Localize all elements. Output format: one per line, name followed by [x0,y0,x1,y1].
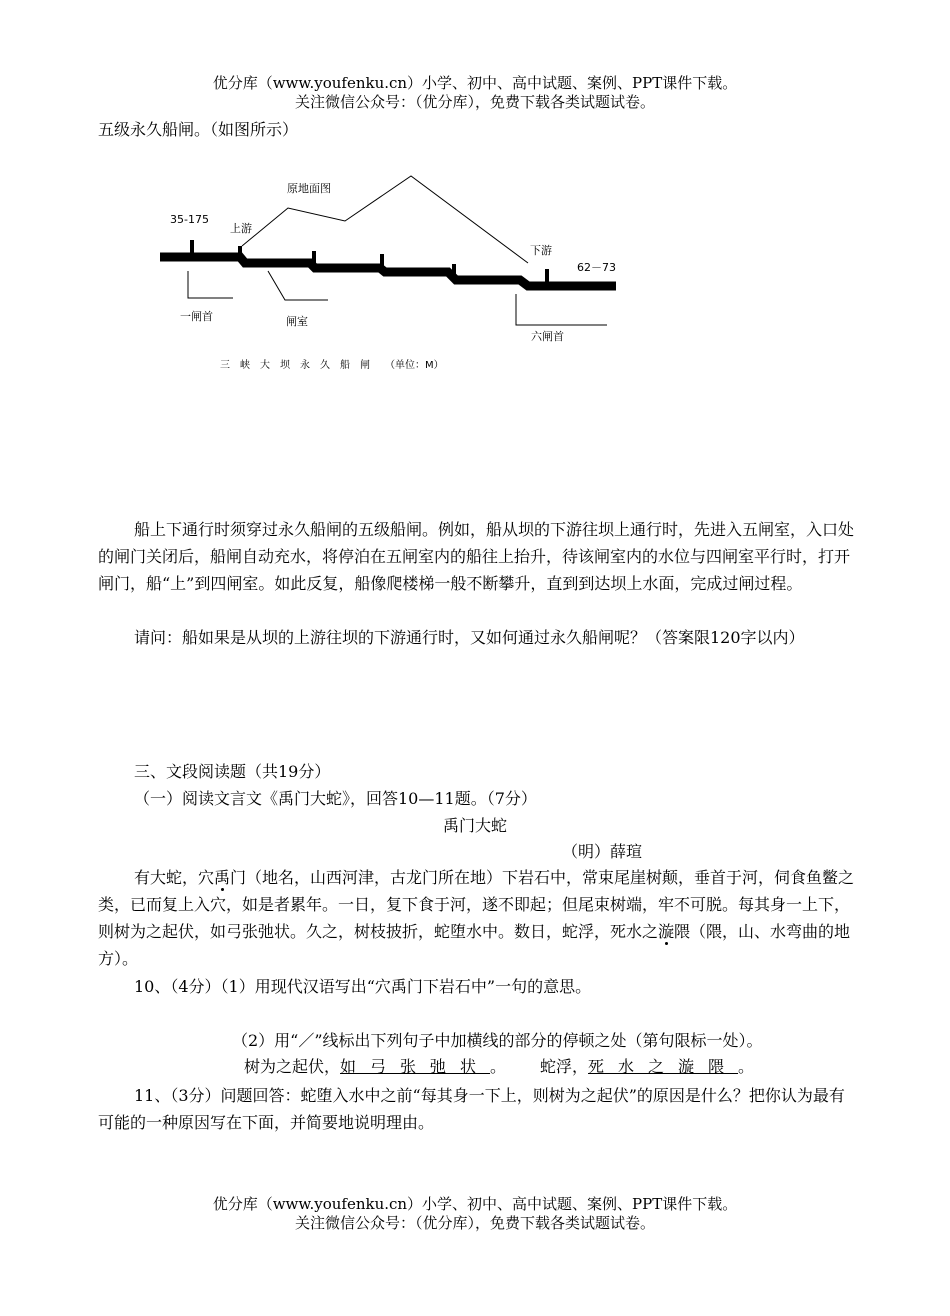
label-upstream-level: 35-175 [170,213,209,226]
gate-post-4 [380,254,384,269]
footer-line-1: 优分库（www.youfenku.cn）小学、初中、高中试题、案例、PPT课件下载。 [212,1195,738,1213]
emphasis-dot-char-1: 禹 [214,868,231,887]
section-3-subheading: （一）阅读文言文《禹门大蛇》，回答10—11题。（7分） [134,789,537,808]
underlined-phrase-1: 如弓张弛状 [340,1057,491,1076]
gate-post-6 [545,269,549,286]
passage-paragraph-2: 请问：船如果是从坝的上游往坝的下游通行时，又如何通过永久船闸呢？（答案限120字以内） [134,628,805,647]
classical-text-title: 禹门大蛇 [442,816,507,835]
leader-gate-sixth [516,294,607,325]
label-gate-sixth: 六闸首 [531,330,564,343]
classical-text-body: 有大蛇，穴禹门（地名，山西河津，古龙门所在地）下岩石中，常束尾崖树颠，垂首于河，伺食鱼鳖之类，已而复上入穴，如是者累年。一日，复下食于河，遂不即起；但尾束树端，牢不可脱。每其身一上下，则树为之起伏，如弓张弛状。久之，树枝披折，蛇堕水中。数日，蛇浮，死水之漩隈（隈，山、水弯曲的地方）。 [98,868,855,968]
figure-intro: 五级永久船闸。（如图所示） [98,120,299,139]
emphasis-dot-char-2: 漩 [658,922,675,941]
question-10-example-1: 树为之起伏，如弓张弛状。 [244,1057,507,1076]
footer-line-2: 关注微信公众号：（优分库），免费下载各类试题试卷。 [294,1214,655,1232]
label-chamber: 闸室 [286,315,308,328]
question-11: 11、（3分）问题回答：蛇堕入水中之前“每其身一下上，则树为之起伏”的原因是什么？把你认为最有可能的一种原因写在下面，并简要地说明理由。 [98,1086,845,1132]
passage-paragraph-1: 船上下通行时须穿过永久船闸的五级船闸。例如，船从坝的下游往坝上通行时，先进入五闸室，入口处的闸门关闭后，船闸自动充水，将停泊在五闸室内的船往上抬升，待该闸室内的水位与四闸室平行时，打开闸门，船“上”到四闸室。如此反复，船像爬楼梯一般不断攀升，直到到达坝上水面，完成过闸过程。 [98,520,855,593]
label-upstream: 上游 [230,222,252,235]
question-10-part-2: （2）用“／”线标出下列句子中加横线的部分的停顿之处（第句限标一处）。 [232,1031,763,1050]
figure-caption: 三 峡 大 坝 永 久 船 闸 （单位：M） [220,360,444,371]
ship-lock-diagram [150,168,630,378]
question-10-part-1: 10、（4分）（1）用现代汉语写出“穴禹门下岩石中”一句的意思。 [134,977,592,996]
header-line-1: 优分库（www.youfenku.cn）小学、初中、高中试题、案例、PPT课件下载。 [212,74,738,92]
gate-post-5 [452,264,456,277]
gate-post-3 [312,251,316,265]
section-3-heading: 三、文段阅读题（共19分） [134,762,331,781]
classical-text-author: （明）薛瑄 [562,842,643,861]
label-ground: 原地面图 [287,182,331,195]
label-downstream: 下游 [530,244,552,257]
label-downstream-level: 62－73 [577,261,616,274]
gate-post-2 [238,246,242,261]
header-line-2: 关注微信公众号：（优分库），免费下载各类试题试卷。 [294,93,655,111]
leader-gate-first [188,271,233,298]
gate-post-1 [190,240,194,257]
question-10-example-2: 蛇浮，死水之漩隈。 [540,1057,755,1076]
leader-chamber [268,271,328,300]
ground-profile-line [242,176,528,263]
label-gate-first: 一闸首 [180,310,213,323]
underlined-phrase-2: 死水之漩隈 [588,1057,739,1076]
